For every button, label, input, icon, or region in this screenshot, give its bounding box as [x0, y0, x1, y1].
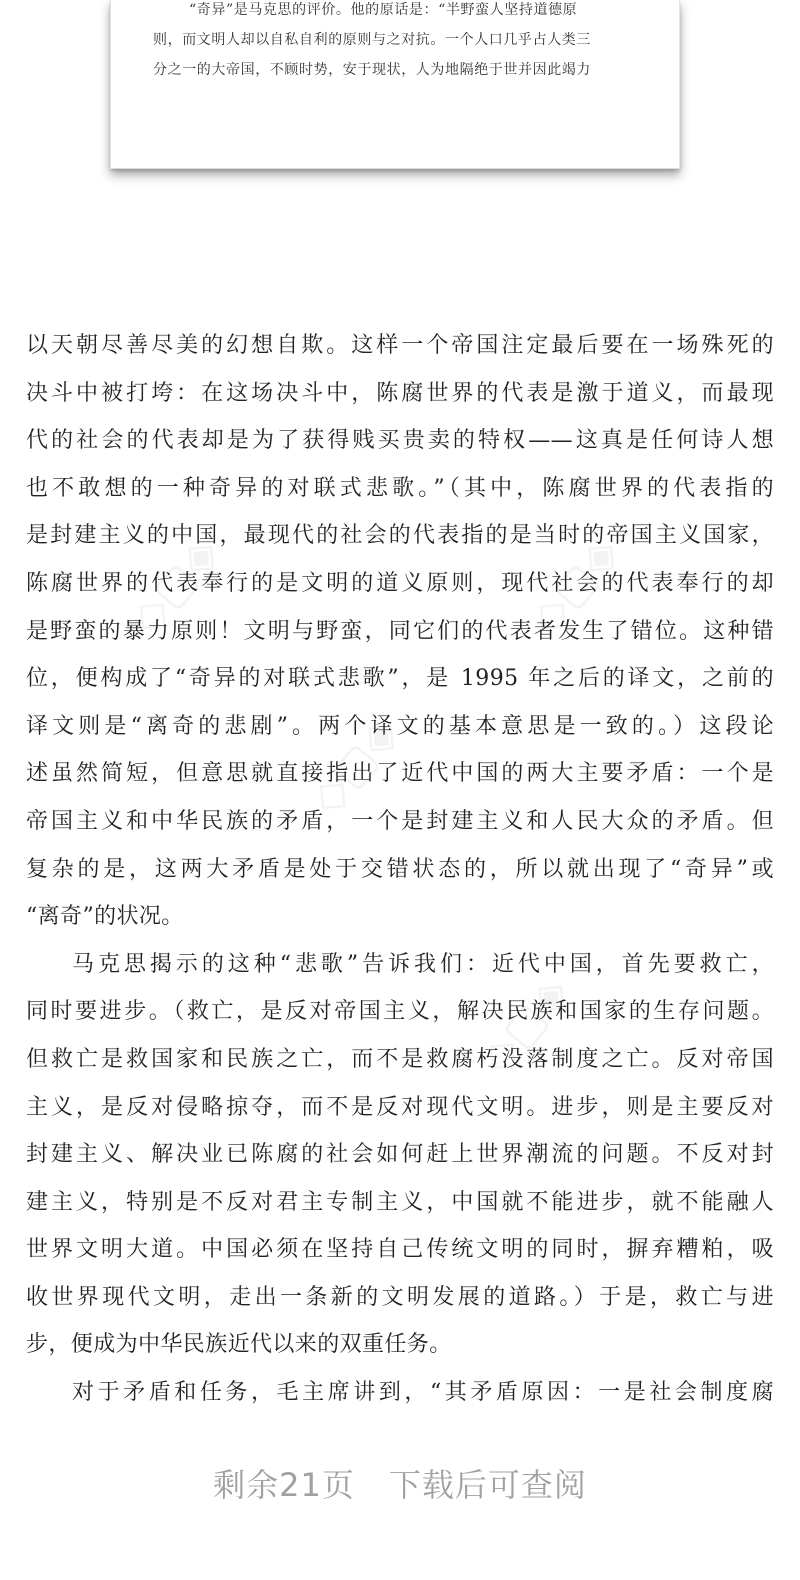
body-line: 以天朝尽善尽美的幻想自欺。这样一个帝国注定最后要在一场殊死的 — [26, 333, 774, 358]
remaining-pages-prompt[interactable] — [0, 1460, 800, 1506]
watermark-mark: ◇▢◈ — [299, 707, 410, 824]
body-line: “离奇”的状况。 — [26, 904, 184, 930]
watermark-mark: ◇▢◈ — [119, 527, 230, 644]
body-line: 但救亡是救国家和民族之亡，而不是救腐朽没落制度之亡。反对帝国 — [26, 1046, 774, 1072]
body-line: 陈腐世界的代表奉行的是文明的道义原则，现代社会的代表奉行的却 — [26, 570, 774, 596]
body-line: 决斗中被打垮：在这场决斗中，陈腐世界的代表是激于道义，而最现 — [26, 380, 774, 406]
quote-line-3: 分之一的大帝国，不顾时势，安于现状，人为地隔绝于世并因此竭力 — [153, 62, 591, 78]
body-line: 是封建主义的中国，最现代的社会的代表指的是当时的帝国主义国家， — [26, 523, 774, 549]
body-line: 建主义，特别是不反对君主专制主义，中国就不能进步，就不能融人 — [26, 1189, 774, 1215]
quote-line-2: 则，而文明人却以自私自利的原则与之对抗。一个人口几乎占人类三 — [153, 32, 591, 48]
watermark-mark: ◇▢◈ — [519, 527, 630, 644]
watermark-mark: ◇▢◈ — [469, 967, 580, 1084]
paragraph-start-line: 马克思揭示的这种“悲歌”告诉我们：近代中国，首先要救亡， — [72, 951, 774, 977]
body-line: 述虽然简短，但意思就直接指出了近代中国的两大主要矛盾：一个是 — [26, 761, 774, 787]
body-line: 世界文明大道。中国必须在坚持自己传统文明的同时，摒弃糟粕，吸 — [26, 1237, 774, 1263]
quote-line-1: “奇异”是马克思的评价。他的原话是：“半野蛮人坚持道德原 — [189, 2, 578, 18]
body-line: 同时要进步。（救亡，是反对帝国主义，解决民族和国家的生存问题。 — [26, 999, 774, 1025]
body-line: 收世界现代文明，走出一条新的文明发展的道路。）于是，救亡与进 — [26, 1284, 774, 1310]
body-line: 译文则是“离奇的悲剧”。两个译文的基本意思是一致的。）这段论 — [26, 713, 774, 739]
body-line: 代的社会的代表却是为了获得贱买贵卖的特权——这真是任何诗人想 — [26, 428, 774, 454]
quote-card — [110, 0, 680, 169]
body-line: 主义，是反对侵略掠夺，而不是反对现代文明。进步，则是主要反对 — [26, 1094, 774, 1120]
document-body — [26, 322, 774, 1417]
remaining-pages-label: 剩余21页 — [213, 1466, 355, 1504]
body-line: 位，便构成了“奇异的对联式悲歌”，是 1995 年之后的译文，之前的 — [26, 666, 774, 692]
body-line: 封建主义、解决业已陈腐的社会如何赶上世界潮流的问题。不反对封 — [26, 1142, 774, 1168]
body-line: 帝国主义和中华民族的矛盾，一个是封建主义和人民大众的矛盾。但 — [26, 808, 774, 834]
download-to-view-label: 下载后可查阅 — [388, 1466, 587, 1504]
body-line: 也不敢想的一种奇异的对联式悲歌。”（其中，陈腐世界的代表指的 — [26, 475, 774, 501]
paragraph-start-line: 对于矛盾和任务，毛主席讲到，“其矛盾原因：一是社会制度腐 — [72, 1380, 774, 1406]
body-line: 复杂的是，这两大矛盾是处于交错状态的，所以就出现了“奇异”或 — [26, 856, 774, 882]
body-line: 是野蛮的暴力原则！文明与野蛮，同它们的代表者发生了错位。这种错 — [26, 618, 774, 644]
body-line: 步，便成为中华民族近代以来的双重任务。 — [26, 1332, 452, 1358]
